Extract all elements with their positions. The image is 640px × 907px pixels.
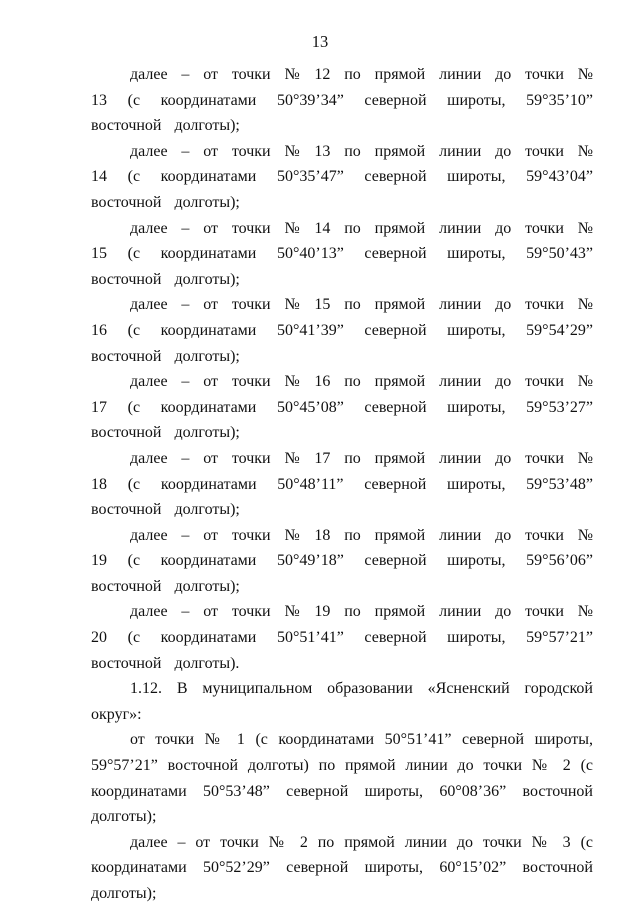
paragraph-point-17-18: далее – от точки № 17 по прямой линии до точки № 18 (с координатами 50°48’11” северной широты, 59°53’48” восточной долготы); bbox=[91, 449, 593, 519]
paragraph-point-16-17: далее – от точки № 16 по прямой линии до точки № 17 (с координатами 50°45’08” северной широты, 59°53’27” восточной долготы); bbox=[91, 373, 593, 442]
paragraph-point-15-16: далее – от точки № 15 по прямой линии до точки № 16 (с координатами 50°41’39” северной широты, 59°54’29” восточной долготы); bbox=[91, 296, 593, 365]
paragraph-point-19-20: далее – от точки № 19 по прямой линии до точки № 20 (с координатами 50°51’41” северной широты, 59°57’21” восточной долготы). bbox=[91, 603, 593, 672]
paragraph-point-2-3: далее – от точки № 2 по прямой линии до точки № 3 (с координатами 50°52’29” северной широты, 60°15’02” восточной долготы); bbox=[91, 833, 593, 902]
section-heading-1-12: 1.12. В муниципальном образовании «Ясненский городской округ»: bbox=[91, 680, 593, 723]
paragraph-point-12-13: далее – от точки № 12 по прямой линии до точки № 13 (с координатами 50°39’34” северной широты, 59°35’10” восточной долготы); bbox=[91, 66, 593, 135]
paragraph-point-1-2: от точки № 1 (с координатами 50°51’41” северной широты, 59°57’21” восточной долготы) по прямой линии до точки № 2 (с координатами 50°53’48” северной широты, 60°08’36” восточной долготы); bbox=[91, 731, 593, 826]
paragraph-point-18-19: далее – от точки № 18 по прямой линии до точки № 19 (с координатами 50°49’18” северной широты, 59°56’06” восточной долготы); bbox=[91, 526, 593, 595]
paragraph-point-14-15: далее – от точки № 14 по прямой линии до точки № 15 (с координатами 50°40’13” северной широты, 59°50’43” восточной долготы); bbox=[91, 219, 593, 288]
document-body bbox=[91, 62, 593, 907]
page-number: 13 bbox=[311, 32, 329, 51]
paragraph-point-13-14: далее – от точки № 13 по прямой линии до точки № 14 (с координатами 50°35’47” северной широты, 59°43’04” восточной долготы); bbox=[91, 142, 593, 211]
